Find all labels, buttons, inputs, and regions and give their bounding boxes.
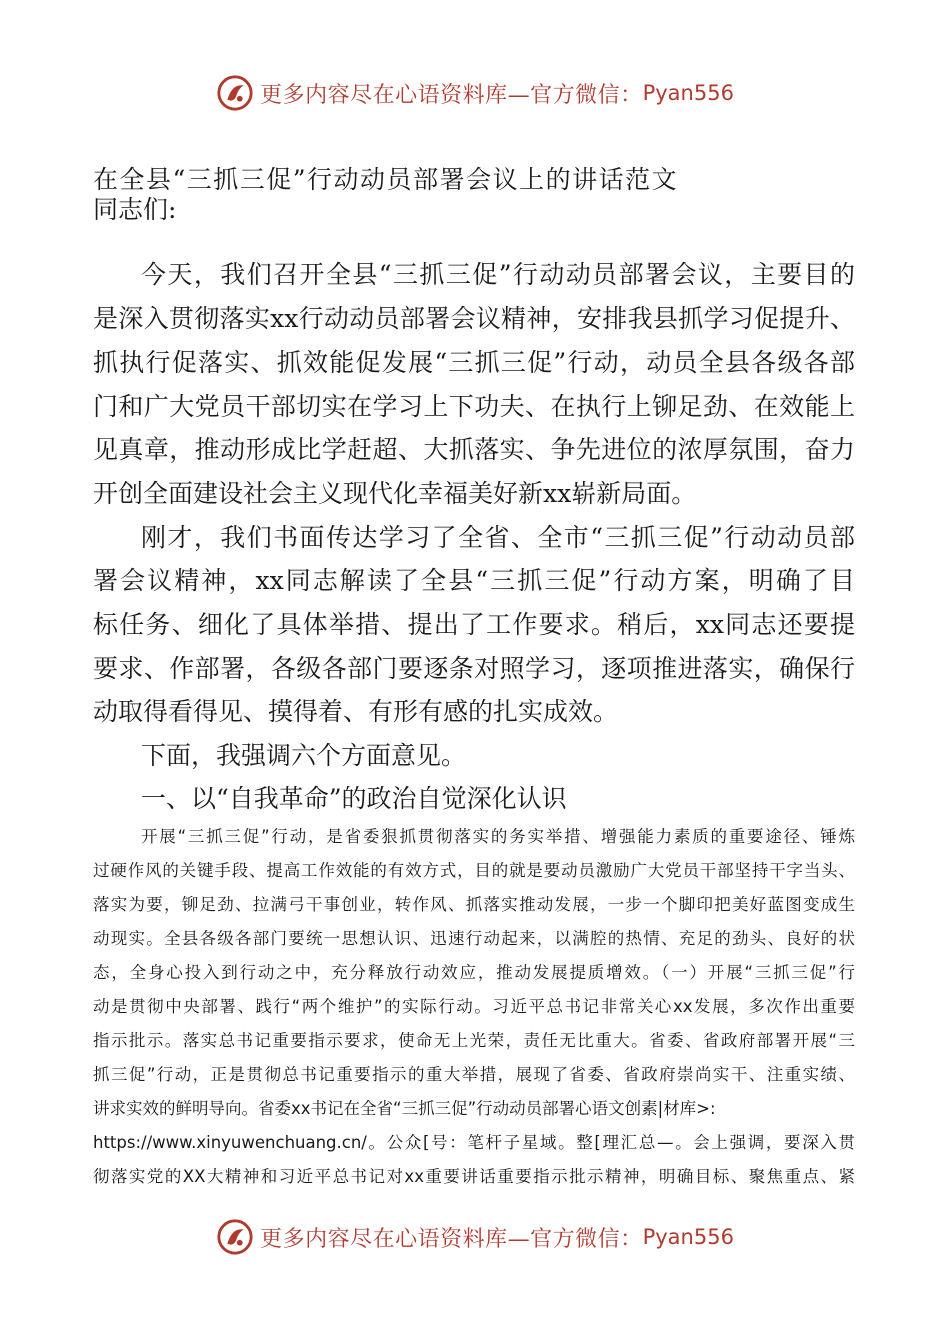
paragraph-line: 开创全面建设社会主义现代化幸福美好新xx崭新局面。 (93, 479, 697, 508)
paragraph-line: 是深入贯彻落实xx行动动员部署会议精神，安排我县抓学习促提升、 (93, 304, 855, 333)
watermark-text: 更多内容尽在心语资料库—官方微信： (260, 1226, 643, 1252)
paragraph-line: 开展“三抓三促”行动，是省委狠抓贯彻落实的务实举措、增强能力素质的重要途径、锤炼 (141, 827, 855, 846)
paragraph-line: 今天，我们召开全县“三抓三促”行动动员部署会议，主要目的 (141, 260, 855, 289)
logo-icon (216, 74, 254, 112)
paragraph-line: 标任务、细化了具体举措、提出了工作要求。稍后，xx同志还要提 (93, 610, 855, 639)
watermark-banner-bottom (0, 1212, 950, 1262)
paragraph-line: 落实为要，铆足劲、拉满弓干事创业，转作风、抓落实推动发展，一步一个脚印把美好蓝图变成生 (93, 895, 855, 914)
watermark-account: Pyan556 (642, 81, 734, 105)
document-title: 在全县“三抓三促”行动动员部署会议上的讲话范文 (93, 165, 679, 194)
paragraph-line: 过硬作风的关键手段、提高工作效能的有效方式，目的就是要动员激励广大党员干部坚持干字当头、 (93, 861, 855, 880)
watermark-text: 更多内容尽在心语资料库—官方微信： (260, 82, 643, 108)
paragraph-line: 动现实。全县各级各部门要统一思想认识、迅速行动起来，以满腔的热情、充足的劲头、良好的状 (93, 929, 855, 948)
paragraph-line: 彻落实党的XX大精神和习近平总书记对xx重要讲话重要指示批示精神，明确目标、聚焦重点、紧 (93, 1167, 855, 1186)
paragraph-line: 指示批示。落实总书记重要指示要求，使命无上光荣，责任无比重大。省委、省政府部署开展“三 (93, 1031, 855, 1050)
paragraph-line: 刚才，我们书面传达学习了全省、全市“三抓三促”行动动员部 (141, 523, 855, 552)
paragraph-line: 要求、作部署，各级各部门要逐条对照学习，逐项推进落实，确保行 (93, 654, 855, 683)
watermark-banner-top (0, 68, 950, 118)
paragraph-line: 抓执行促落实、抓效能促发展“三抓三促”行动，动员全县各级各部 (93, 348, 855, 377)
salutation: 同志们: (93, 195, 177, 224)
paragraph-line: 下面，我强调六个方面意见。 (141, 741, 467, 770)
paragraph-line: 动取得看得见、摸得着、有形有感的扎实成效。 (93, 697, 619, 726)
paragraph-line: 门和广大党员干部切实在学习上下功夫、在执行上铆足劲、在效能上 (93, 392, 855, 421)
section-heading: 一、以“自我革命”的政治自觉深化认识 (141, 784, 567, 813)
paragraph-line: 署会议精神，xx同志解读了全县“三抓三促”行动方案，明确了目 (93, 566, 855, 595)
paragraph-line: 抓三促”行动，正是贯彻总书记重要指示的重大举措，展现了省委、省政府崇尚实干、注重实绩、 (93, 1065, 855, 1084)
paragraph-line: 态，全身心投入到行动之中，充分释放行动效应，推动发展提质增效。（一）开展“三抓三促”行 (93, 963, 855, 982)
paragraph-line: 见真章，推动形成比学赶超、大抓落实、争先进位的浓厚氛围，奋力 (93, 435, 855, 464)
paragraph-line: 动是贯彻中央部署、践行“两个维护”的实际行动。习近平总书记非常关心xx发展，多次作出重要 (93, 997, 855, 1016)
logo-icon (216, 1218, 254, 1256)
paragraph-line: 讲求实效的鲜明导向。省委xx书记在全省“三抓三促”行动动员部署心语文创素|材库>: (93, 1099, 716, 1118)
paragraph-line: https://www.xinyuwenchuang.cn/。公众[号：笔杆子星域。整[理汇总—。会上强调，要深入贯 (93, 1133, 855, 1152)
watermark-account: Pyan556 (642, 1225, 734, 1249)
